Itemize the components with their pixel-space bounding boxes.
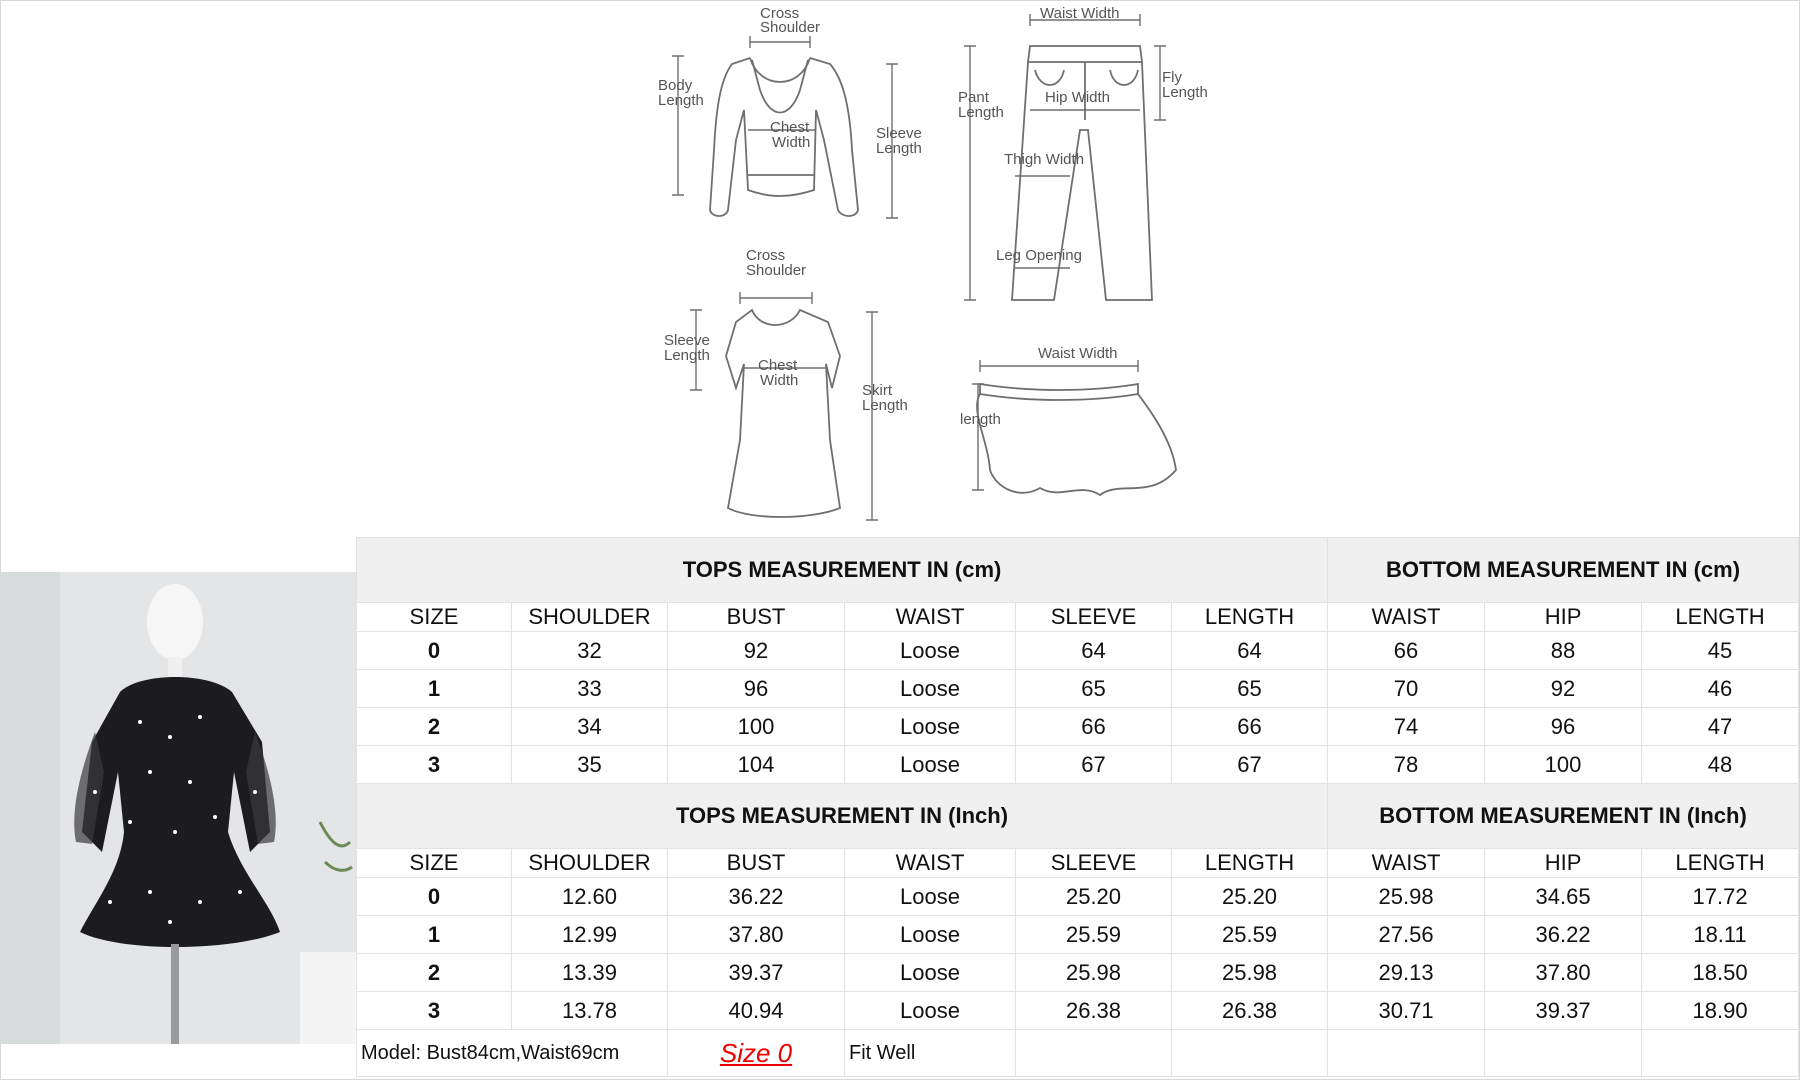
table-cell: 39.37 [1485, 992, 1642, 1030]
table-row [357, 878, 1799, 916]
table-cell: 92 [1485, 670, 1642, 708]
table-cell: 45 [1642, 632, 1799, 670]
table-cell: 25.98 [1172, 954, 1328, 992]
size-chart-table [356, 537, 1799, 1077]
pant-fly-length-label-2: Length [1162, 84, 1208, 101]
table-cell: Loose [845, 632, 1016, 670]
column-header: SHOULDER [512, 849, 668, 878]
footer-row [357, 1030, 1799, 1077]
table-cell: 25.59 [1172, 916, 1328, 954]
table-row [357, 670, 1799, 708]
table-cell: Loose [845, 708, 1016, 746]
empty-cell [1328, 1030, 1485, 1077]
top-sleeve-length-label-1: Sleeve [876, 125, 922, 142]
table-cell: 46 [1642, 670, 1799, 708]
dress-dimensions [690, 292, 878, 520]
dress-sleeve-length-label-2: Length [664, 347, 710, 364]
table-cell: 32 [512, 632, 668, 670]
table-cell: Loose [845, 992, 1016, 1030]
table-cell: 1 [357, 916, 512, 954]
model-measurements: Model: Bust84cm,Waist69cm [357, 1030, 668, 1077]
table-cell: Loose [845, 954, 1016, 992]
table-cell: 25.98 [1328, 878, 1485, 916]
inch-column-headers [357, 849, 1799, 878]
table-cell: 36.22 [668, 878, 845, 916]
table-cell: 104 [668, 746, 845, 784]
skirt-garment-icon [977, 384, 1176, 495]
cm-column-headers [357, 603, 1799, 632]
table-cell: 29.13 [1328, 954, 1485, 992]
table-cell: 2 [357, 708, 512, 746]
table-cell: 33 [512, 670, 668, 708]
tops-cm-title: TOPS MEASUREMENT IN (cm) [357, 538, 1328, 603]
dress-chest-width-label-2: Width [760, 372, 799, 389]
table-cell: 3 [357, 746, 512, 784]
column-header: BUST [668, 603, 845, 632]
size-cell [668, 1030, 845, 1077]
table-cell: 3 [357, 992, 512, 1030]
column-header: LENGTH [1642, 603, 1799, 632]
column-header: SIZE [357, 849, 512, 878]
top-chest-width-label-2: Width [772, 134, 811, 151]
dress-chest-width-label-1: Chest [758, 357, 798, 374]
table-cell: 26.38 [1172, 992, 1328, 1030]
table-cell: 0 [357, 878, 512, 916]
table-row [357, 632, 1799, 670]
table-cell: 30.71 [1328, 992, 1485, 1030]
column-header: BUST [668, 849, 845, 878]
table-cell: Loose [845, 916, 1016, 954]
model-size: Size 0 [719, 1037, 793, 1068]
table-cell: 74 [1328, 708, 1485, 746]
empty-cell [1642, 1030, 1799, 1077]
skirt-length-label: length [960, 411, 1001, 428]
table-cell: 70 [1328, 670, 1485, 708]
column-header: WAIST [845, 849, 1016, 878]
table-cell: 48 [1642, 746, 1799, 784]
table-cell: 18.90 [1642, 992, 1799, 1030]
dress-cross-shoulder-label-2: Shoulder [746, 262, 807, 279]
mannequin-dress-photo [0, 572, 356, 1044]
top-sleeve-length-label-2: Length [876, 140, 922, 157]
size-chart [356, 537, 1798, 1077]
empty-cell [1016, 1030, 1172, 1077]
column-header: WAIST [845, 603, 1016, 632]
table-cell: 66 [1016, 708, 1172, 746]
tops-inch-title: TOPS MEASUREMENT IN (Inch) [357, 784, 1328, 849]
table-cell: 96 [668, 670, 845, 708]
table-cell: 65 [1016, 670, 1172, 708]
table-cell: 18.50 [1642, 954, 1799, 992]
table-cell: 25.59 [1016, 916, 1172, 954]
table-cell: 37.80 [1485, 954, 1642, 992]
table-cell: 92 [668, 632, 845, 670]
table-cell: 35 [512, 746, 668, 784]
column-header: SLEEVE [1016, 849, 1172, 878]
top-cross-shoulder-label-2: Shoulder [760, 19, 821, 36]
table-row [357, 916, 1799, 954]
table-cell: 40.94 [668, 992, 845, 1030]
table-cell: 65 [1172, 670, 1328, 708]
pant-hip-width-label: Hip Width [1045, 89, 1111, 106]
pant-fly-length-label-1: Fly [1162, 69, 1182, 86]
table-cell: 78 [1328, 746, 1485, 784]
table-cell: 34 [512, 708, 668, 746]
table-cell: 66 [1172, 708, 1328, 746]
table-cell: 100 [668, 708, 845, 746]
table-cell: 36.22 [1485, 916, 1642, 954]
table-cell: 47 [1642, 708, 1799, 746]
top-cross-shoulder-label-1: Cross [760, 5, 800, 22]
measurement-diagram [640, 0, 1208, 535]
pant-length-label-1: Pant [958, 89, 989, 106]
table-cell: 100 [1485, 746, 1642, 784]
empty-cell [1485, 1030, 1642, 1077]
column-header: WAIST [1328, 849, 1485, 878]
table-cell: 67 [1172, 746, 1328, 784]
table-cell: 37.80 [668, 916, 845, 954]
pant-thigh-width-label: Thigh Width [1004, 151, 1085, 168]
skirt-waist-width-label: Waist Width [1038, 345, 1118, 362]
table-cell: 27.56 [1328, 916, 1485, 954]
column-header: SHOULDER [512, 603, 668, 632]
column-header: WAIST [1328, 603, 1485, 632]
table-cell: 12.60 [512, 878, 668, 916]
table-cell: 1 [357, 670, 512, 708]
table-cell: 2 [357, 954, 512, 992]
table-cell: 34.65 [1485, 878, 1642, 916]
table-cell: Loose [845, 878, 1016, 916]
table-cell: 17.72 [1642, 878, 1799, 916]
top-body-length-label-2: Length [658, 92, 704, 109]
column-header: LENGTH [1172, 603, 1328, 632]
table-cell: 64 [1172, 632, 1328, 670]
table-row [357, 992, 1799, 1030]
table-cell: 0 [357, 632, 512, 670]
table-cell: 25.20 [1172, 878, 1328, 916]
column-header: SIZE [357, 603, 512, 632]
table-cell: 88 [1485, 632, 1642, 670]
table-cell: 39.37 [668, 954, 845, 992]
table-cell: 96 [1485, 708, 1642, 746]
inch-header-row [357, 784, 1799, 849]
table-cell: Loose [845, 746, 1016, 784]
table-row [357, 746, 1799, 784]
table-cell: 13.39 [512, 954, 668, 992]
dress-garment-icon [726, 310, 840, 517]
table-cell: 12.99 [512, 916, 668, 954]
column-header: SLEEVE [1016, 603, 1172, 632]
table-cell: 66 [1328, 632, 1485, 670]
empty-cell [1172, 1030, 1328, 1077]
table-cell: 25.98 [1016, 954, 1172, 992]
table-cell: 25.20 [1016, 878, 1172, 916]
table-cell: 67 [1016, 746, 1172, 784]
table-cell: 64 [1016, 632, 1172, 670]
dress-skirt-length-label-2: Length [862, 397, 908, 414]
top-chest-width-label-1: Chest [770, 119, 810, 136]
cm-header-row [357, 538, 1799, 603]
bottom-inch-title: BOTTOM MEASUREMENT IN (Inch) [1328, 784, 1799, 849]
table-cell: 18.11 [1642, 916, 1799, 954]
column-header: LENGTH [1172, 849, 1328, 878]
table-row [357, 708, 1799, 746]
dress-cross-shoulder-label-1: Cross [746, 247, 786, 264]
top-body-length-label-1: Body [658, 77, 693, 94]
table-cell: 13.78 [512, 992, 668, 1030]
table-cell: 26.38 [1016, 992, 1172, 1030]
dress-sleeve-length-label-1: Sleeve [664, 332, 710, 349]
bottom-cm-title: BOTTOM MEASUREMENT IN (cm) [1328, 538, 1799, 603]
table-row [357, 954, 1799, 992]
fit-note: Fit Well [845, 1030, 1016, 1077]
pant-length-label-2: Length [958, 104, 1004, 121]
column-header: LENGTH [1642, 849, 1799, 878]
table-cell: Loose [845, 670, 1016, 708]
column-header: HIP [1485, 849, 1642, 878]
pant-leg-opening-label: Leg Opening [996, 247, 1082, 264]
pant-waist-width-label: Waist Width [1040, 5, 1120, 22]
column-header: HIP [1485, 603, 1642, 632]
dress-skirt-length-label-1: Skirt [862, 382, 892, 399]
